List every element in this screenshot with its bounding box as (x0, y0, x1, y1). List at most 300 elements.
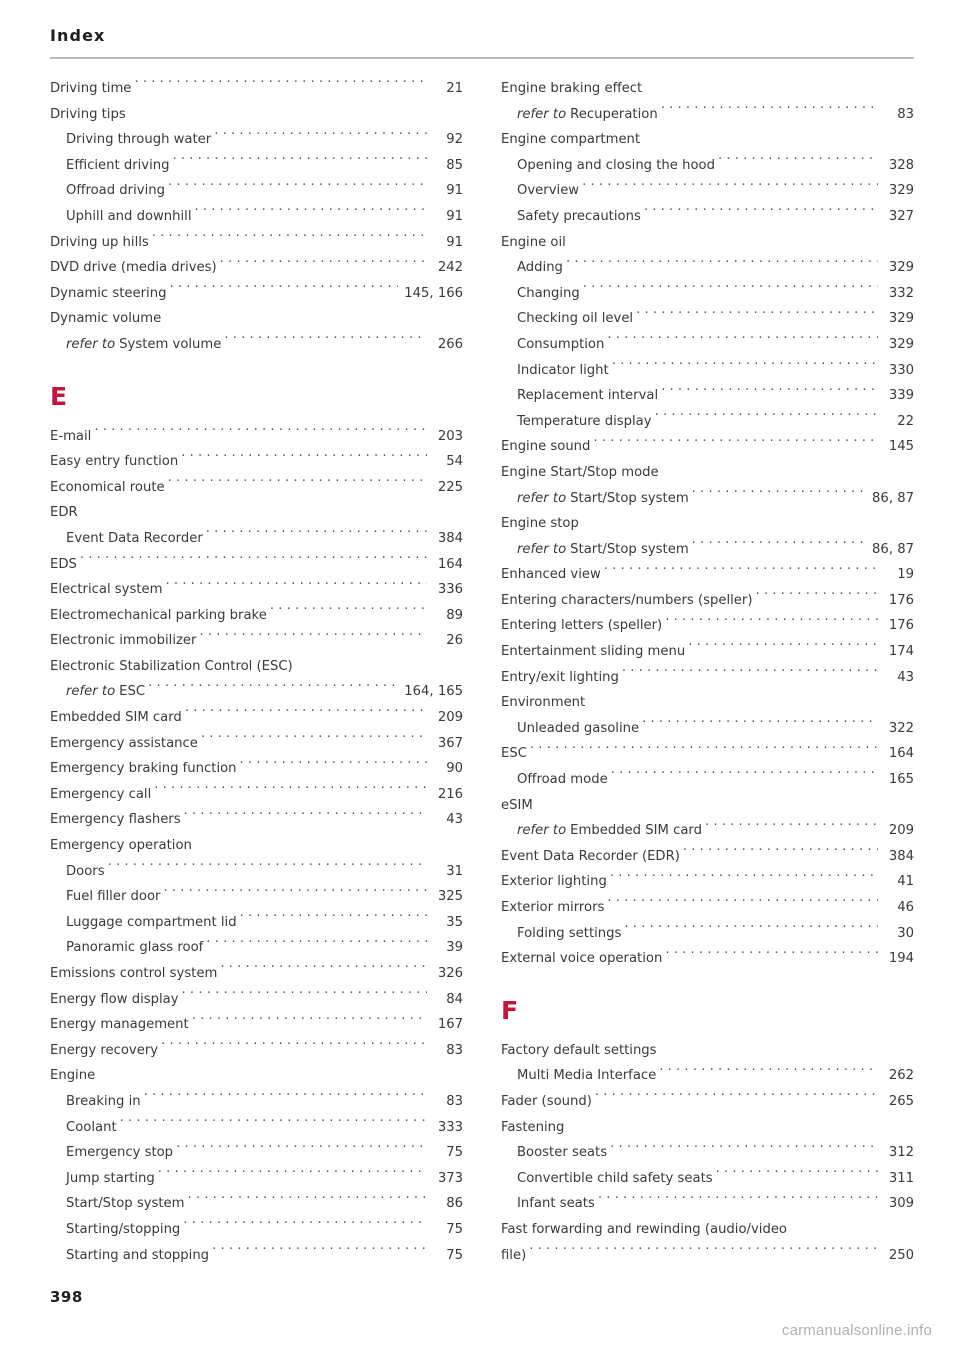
index-group-heading (50, 500, 463, 526)
index-entry-page: 328 (888, 157, 914, 173)
index-entry-label: Offroad mode (517, 772, 608, 788)
index-entry-page: 332 (888, 285, 914, 301)
dot-leader (168, 478, 427, 491)
index-entry[interactable] (50, 76, 463, 102)
index-entry[interactable] (50, 424, 463, 450)
index-entry[interactable] (501, 1166, 914, 1192)
refer-to-label: refer to (66, 684, 116, 700)
dot-leader (148, 682, 398, 695)
index-entry-page: 84 (446, 991, 463, 1007)
index-entry[interactable] (50, 987, 463, 1013)
index-entry-page: 333 (437, 1119, 463, 1135)
index-entry[interactable] (50, 204, 463, 230)
index-entry[interactable] (50, 449, 463, 475)
index-entry-page: 19 (897, 567, 914, 583)
index-entry[interactable] (50, 807, 463, 833)
index-entry-page: 367 (437, 735, 463, 751)
index-entry[interactable] (50, 705, 463, 731)
index-entry-label: Emergency braking function (50, 761, 237, 777)
dot-leader (595, 1092, 878, 1105)
index-entry-label (66, 332, 224, 358)
index-entry[interactable] (501, 741, 914, 767)
index-entry-label: eSIM (501, 797, 533, 813)
index-entry-page: 90 (446, 761, 463, 777)
index-entry-target: Start/Stop system (570, 541, 689, 557)
dot-leader (183, 1220, 427, 1233)
index-entry-label: Booster seats (517, 1145, 608, 1161)
index-entry[interactable] (50, 526, 463, 552)
index-entry-page: 373 (437, 1170, 463, 1186)
index-entry-page: 43 (446, 812, 463, 828)
dot-leader (195, 207, 427, 220)
index-entry-label (517, 818, 705, 844)
index-entry-label (517, 102, 661, 128)
watermark: carmanualsonline.info (781, 1322, 932, 1339)
index-group-heading (50, 1063, 463, 1089)
index-entry[interactable] (501, 1140, 914, 1166)
index-entry-label: Panoramic glass roof (66, 940, 204, 956)
index-entry-page: 30 (897, 925, 914, 941)
index-entry-label: DVD drive (media drives) (50, 260, 217, 276)
index-entry[interactable] (50, 1115, 463, 1141)
index-entry[interactable] (50, 679, 463, 705)
dot-leader (176, 1143, 427, 1156)
dot-leader (212, 1245, 427, 1258)
index-entry-page: 209 (437, 710, 463, 726)
index-entry[interactable] (501, 844, 914, 870)
dot-leader (718, 156, 878, 169)
index-entry[interactable] (50, 255, 463, 281)
index-entry-label: Checking oil level (517, 311, 634, 327)
dot-leader (611, 770, 878, 783)
index-entry-label: Enhanced view (501, 567, 601, 583)
index-entry-page: 89 (446, 607, 463, 623)
index-group-heading (501, 127, 914, 153)
index-entry[interactable] (501, 281, 914, 307)
index-entry[interactable] (501, 613, 914, 639)
header-divider (50, 57, 914, 59)
index-entry-label: Fader (sound) (501, 1093, 592, 1109)
index-entry-page: 194 (888, 951, 914, 967)
index-entry-label (517, 537, 692, 563)
index-entry-page: 26 (446, 633, 463, 649)
index-entry-label: Factory default settings (501, 1042, 657, 1058)
dot-leader (192, 1015, 427, 1028)
index-entry[interactable] (501, 255, 914, 281)
index-entry[interactable] (50, 961, 463, 987)
page-title: Index (50, 26, 106, 45)
index-entry-page: 327 (888, 208, 914, 224)
index-entry-label: Embedded SIM card (50, 710, 182, 726)
index-entry[interactable] (501, 537, 914, 563)
index-entry-label: Driving time (50, 81, 132, 96)
index-entry-page: 54 (446, 454, 463, 470)
right-column (501, 76, 914, 1268)
index-entry[interactable] (501, 895, 914, 921)
index-entry-label: Efficient driving (66, 157, 170, 173)
index-entry-label: Starting and stopping (66, 1247, 210, 1263)
index-entry-label: Fuel filler door (66, 889, 161, 905)
index-entry-label: Folding settings (517, 925, 622, 941)
index-entry-label: Replacement interval (517, 388, 659, 404)
index-entry-label: Fast forwarding and rewinding (audio/video (501, 1221, 787, 1237)
dot-leader (612, 360, 878, 373)
dot-leader (665, 616, 878, 629)
index-entry[interactable] (50, 756, 463, 782)
dot-leader (161, 1041, 427, 1054)
index-entry-page: 75 (446, 1221, 463, 1237)
index-entry[interactable] (501, 818, 914, 844)
index-entry-label: Emergency operation (50, 838, 192, 854)
index-entry-label: Entering letters (speller) (501, 618, 663, 634)
index-entry-label: Driving up hills (50, 234, 149, 250)
index-entry-label: E-mail (50, 428, 92, 444)
dot-leader (165, 580, 427, 593)
index-entry-label: Temperature display (517, 413, 652, 429)
index-entry-label: Unleaded gasoline (517, 720, 640, 736)
dot-leader (188, 1194, 427, 1207)
index-entry-page: 384 (437, 530, 463, 546)
index-entry[interactable] (501, 306, 914, 332)
index-entry-page: 325 (437, 889, 463, 905)
index-entry-page: 164, 165 (404, 684, 463, 700)
refer-to-label: refer to (66, 336, 116, 352)
dot-leader (659, 1066, 878, 1079)
index-entry[interactable] (50, 552, 463, 578)
index-entry[interactable] (501, 383, 914, 409)
index-entry-label: Entering characters/numbers (speller) (501, 592, 753, 608)
dot-leader (683, 847, 878, 860)
dot-leader (152, 232, 427, 245)
index-entry-label: Exterior mirrors (501, 900, 605, 915)
index-entry[interactable] (50, 782, 463, 808)
dot-leader (199, 631, 427, 644)
dot-leader (604, 565, 878, 578)
index-entry-label: Easy entry function (50, 454, 179, 470)
index-entry-label: Adding (517, 260, 563, 276)
index-entry-label (517, 486, 692, 512)
index-entry-label: Emergency flashers (50, 812, 181, 828)
letter-heading-f: F (501, 995, 519, 1025)
index-entry-label: Engine Start/Stop mode (501, 464, 659, 480)
dot-leader (598, 1194, 878, 1207)
index-entry-page: 85 (446, 157, 463, 173)
index-entry-page: 309 (888, 1196, 914, 1212)
index-entry[interactable] (501, 639, 914, 665)
index-entry[interactable] (501, 332, 914, 358)
dot-leader (716, 1169, 878, 1182)
index-entry-label: Energy management (50, 1017, 189, 1033)
dot-leader (158, 1169, 427, 1182)
index-group-heading (501, 76, 914, 102)
index-entry[interactable] (501, 869, 914, 895)
index-entry-target: Start/Stop system (570, 490, 689, 506)
index-entry-target: System volume (119, 336, 222, 352)
index-entry-label: Energy recovery (50, 1042, 159, 1058)
index-entry[interactable] (50, 230, 463, 256)
index-entry[interactable] (50, 1243, 463, 1269)
index-entry-label: Uphill and downhill (66, 208, 192, 224)
dot-leader (755, 591, 878, 604)
dot-leader (622, 667, 878, 680)
index-entry-page: 41 (897, 874, 914, 890)
index-entry-label: Driving through water (66, 132, 212, 148)
index-entry[interactable] (501, 1089, 914, 1115)
index-entry[interactable] (50, 127, 463, 153)
index-entry[interactable] (50, 475, 463, 501)
index-entry-label: Entertainment sliding menu (501, 644, 686, 660)
dot-leader (636, 309, 878, 322)
index-entry-page: 336 (437, 582, 463, 598)
index-entry[interactable] (501, 665, 914, 691)
index-entry-page: 164 (437, 556, 463, 572)
dot-leader (134, 79, 427, 92)
index-entry[interactable] (50, 1012, 463, 1038)
dot-leader (120, 1117, 427, 1130)
index-entry-page: 75 (446, 1247, 463, 1263)
index-entry[interactable] (501, 409, 914, 435)
index-entry-page: 39 (446, 940, 463, 956)
index-entry[interactable] (50, 731, 463, 757)
index-entry-page: 250 (888, 1247, 914, 1263)
dot-leader (610, 872, 878, 885)
dot-leader (163, 887, 427, 900)
letter-heading-e: E (50, 381, 68, 411)
index-entry[interactable] (501, 1191, 914, 1217)
dot-leader (182, 989, 427, 1002)
index-entry-label: Start/Stop system (66, 1196, 185, 1212)
dot-leader (593, 437, 878, 450)
index-entry-page: 83 (446, 1042, 463, 1058)
dot-leader (270, 606, 427, 619)
index-entry-label: EDS (50, 556, 77, 572)
index-entry-label: Electromechanical parking brake (50, 607, 267, 623)
index-entry[interactable] (50, 603, 463, 629)
index-entry-label: External voice operation (501, 951, 663, 967)
dot-leader (173, 156, 428, 169)
dot-leader (206, 938, 427, 951)
index-entry[interactable] (50, 1217, 463, 1243)
index-entry-label: Opening and closing the hood (517, 157, 715, 173)
index-entry[interactable] (501, 358, 914, 384)
index-entry[interactable] (50, 1140, 463, 1166)
index-entry[interactable] (501, 716, 914, 742)
dot-leader (144, 1092, 427, 1105)
dot-leader (692, 540, 866, 553)
index-entry-page: 92 (446, 132, 463, 148)
index-entry-page: 165 (888, 772, 914, 788)
index-entry[interactable] (50, 332, 463, 358)
index-entry[interactable] (50, 1166, 463, 1192)
index-group-heading (501, 1038, 914, 1064)
dot-leader (80, 554, 427, 567)
index-entry[interactable] (501, 434, 914, 460)
index-entry-label: Engine (50, 1068, 96, 1084)
index-entry[interactable] (50, 859, 463, 885)
dot-leader (185, 708, 427, 721)
dot-leader (224, 335, 427, 348)
index-entry-label: Engine braking effect (501, 81, 643, 96)
index-entry-label: Convertible child safety seats (517, 1170, 713, 1186)
dot-leader (665, 949, 878, 962)
index-entry-page: 266 (437, 336, 463, 352)
index-entry-page: 262 (888, 1068, 914, 1084)
index-entry[interactable] (50, 628, 463, 654)
index-entry-label: Emergency call (50, 786, 152, 802)
dot-leader (220, 964, 427, 977)
index-entry-label: Entry/exit lighting (501, 669, 619, 685)
index-entry-label: Exterior lighting (501, 874, 607, 890)
refer-to-label: refer to (517, 823, 567, 839)
index-entry-target: Embedded SIM card (570, 823, 702, 839)
index-entry-page: 145 (888, 439, 914, 455)
dot-leader (529, 1245, 878, 1258)
index-entry[interactable] (501, 486, 914, 512)
index-entry-page: 21 (446, 81, 463, 96)
dot-leader (705, 821, 878, 834)
index-entry[interactable] (501, 1063, 914, 1089)
dot-leader (624, 923, 878, 936)
index-entry-page: 167 (437, 1017, 463, 1033)
index-entry[interactable] (501, 921, 914, 947)
index-entry-page: 329 (888, 336, 914, 352)
index-entry-label: Event Data Recorder (EDR) (501, 848, 680, 864)
dot-leader (169, 284, 398, 297)
index-entry-page: 225 (437, 479, 463, 495)
index-entry-label: Fastening (501, 1119, 565, 1135)
index-group-heading (501, 460, 914, 486)
dot-leader (530, 744, 878, 757)
index-entry-label: Offroad driving (66, 183, 165, 199)
dot-leader (661, 386, 878, 399)
dot-leader (220, 258, 427, 271)
dot-leader (206, 529, 427, 542)
index-entry[interactable] (50, 884, 463, 910)
index-entry-page: 329 (888, 311, 914, 327)
index-entry[interactable] (501, 153, 914, 179)
index-entry-page: 322 (888, 720, 914, 736)
index-entry-label: Emergency assistance (50, 735, 198, 751)
index-entry-label: Safety precautions (517, 208, 641, 224)
refer-to-label: refer to (517, 490, 567, 506)
index-entry-label: Infant seats (517, 1196, 595, 1212)
index-entry[interactable] (501, 588, 914, 614)
index-entry[interactable] (50, 281, 463, 307)
dot-leader (688, 642, 878, 655)
index-entry[interactable] (50, 910, 463, 936)
index-group-heading (501, 793, 914, 819)
index-entry[interactable] (50, 178, 463, 204)
index-entry-page: 43 (897, 669, 914, 685)
page-header (50, 26, 910, 46)
index-entry-label: Jump starting (66, 1170, 155, 1186)
index-entry-page: 86, 87 (872, 490, 914, 506)
dot-leader (583, 284, 878, 297)
index-entry[interactable] (501, 946, 914, 972)
index-entry-page: 339 (888, 388, 914, 404)
index-entry-label: Engine stop (501, 516, 579, 532)
index-entry-page: 312 (888, 1145, 914, 1161)
index-entry-wrapped[interactable] (501, 1217, 914, 1268)
index-entry-page: 216 (437, 786, 463, 802)
index-entry-page: 209 (888, 823, 914, 839)
index-entry[interactable] (50, 1089, 463, 1115)
index-entry-page: 83 (446, 1093, 463, 1109)
index-group-heading (50, 654, 463, 680)
index-entry-page: 329 (888, 183, 914, 199)
index-entry-page: 91 (446, 208, 463, 224)
index-entry[interactable] (50, 153, 463, 179)
index-entry-label: Dynamic steering (50, 285, 167, 301)
index-entry-label: Electronic Stabilization Control (ESC) (50, 658, 293, 674)
index-entry-label: Emissions control system (50, 966, 218, 981)
dot-leader (661, 104, 878, 117)
index-entry[interactable] (501, 204, 914, 230)
dot-leader (607, 898, 878, 911)
index-entry-label: Electrical system (50, 582, 163, 598)
index-entry[interactable] (501, 102, 914, 128)
index-entry-label: Engine sound (501, 439, 591, 455)
index-entry[interactable] (50, 935, 463, 961)
index-entry-page: 35 (446, 914, 463, 930)
dot-leader (240, 759, 427, 772)
refer-to-label: refer to (517, 106, 567, 122)
dot-leader (607, 335, 878, 348)
index-entry-page: 31 (446, 863, 463, 879)
dot-leader (184, 810, 427, 823)
index-entry[interactable] (501, 767, 914, 793)
index-entry-page: 46 (897, 900, 914, 915)
index-entry-label: Changing (517, 285, 580, 301)
index-entry-label: Overview (517, 183, 580, 199)
index-entry-label (66, 679, 148, 705)
dot-leader (655, 412, 878, 425)
index-entry-label: Multi Media Interface (517, 1068, 657, 1084)
index-entry-page: 22 (897, 413, 914, 429)
index-entry-page: 164 (888, 746, 914, 762)
index-entry-page: 91 (446, 183, 463, 199)
dot-leader (214, 130, 427, 143)
index-entry-label: Electronic immobilizer (50, 633, 197, 649)
index-entry-label: Economical route (50, 479, 165, 495)
dot-leader (610, 1143, 878, 1156)
dot-leader (642, 719, 878, 732)
dot-leader (168, 181, 427, 194)
index-entry[interactable] (501, 178, 914, 204)
index-entry-label: Emergency stop (66, 1145, 174, 1161)
dot-leader (201, 733, 427, 746)
index-entry-page: 176 (888, 592, 914, 608)
dot-leader (181, 452, 427, 465)
index-columns (50, 76, 914, 1268)
index-entry[interactable] (50, 577, 463, 603)
index-entry[interactable] (501, 562, 914, 588)
index-entry-page: 384 (888, 848, 914, 864)
index-group-heading (50, 306, 463, 332)
index-entry[interactable] (50, 1191, 463, 1217)
index-entry-label: EDR (50, 505, 78, 521)
index-entry-page: 75 (446, 1145, 463, 1161)
index-entry-page: 329 (888, 260, 914, 276)
index-entry-page: 330 (888, 362, 914, 378)
index-entry-label: Luggage compartment lid (66, 914, 237, 930)
index-group-heading (501, 230, 914, 256)
refer-to-label: refer to (517, 541, 567, 557)
index-entry-page: 242 (437, 260, 463, 276)
index-group-heading (50, 833, 463, 859)
index-group-heading (501, 511, 914, 537)
index-entry[interactable] (50, 1038, 463, 1064)
